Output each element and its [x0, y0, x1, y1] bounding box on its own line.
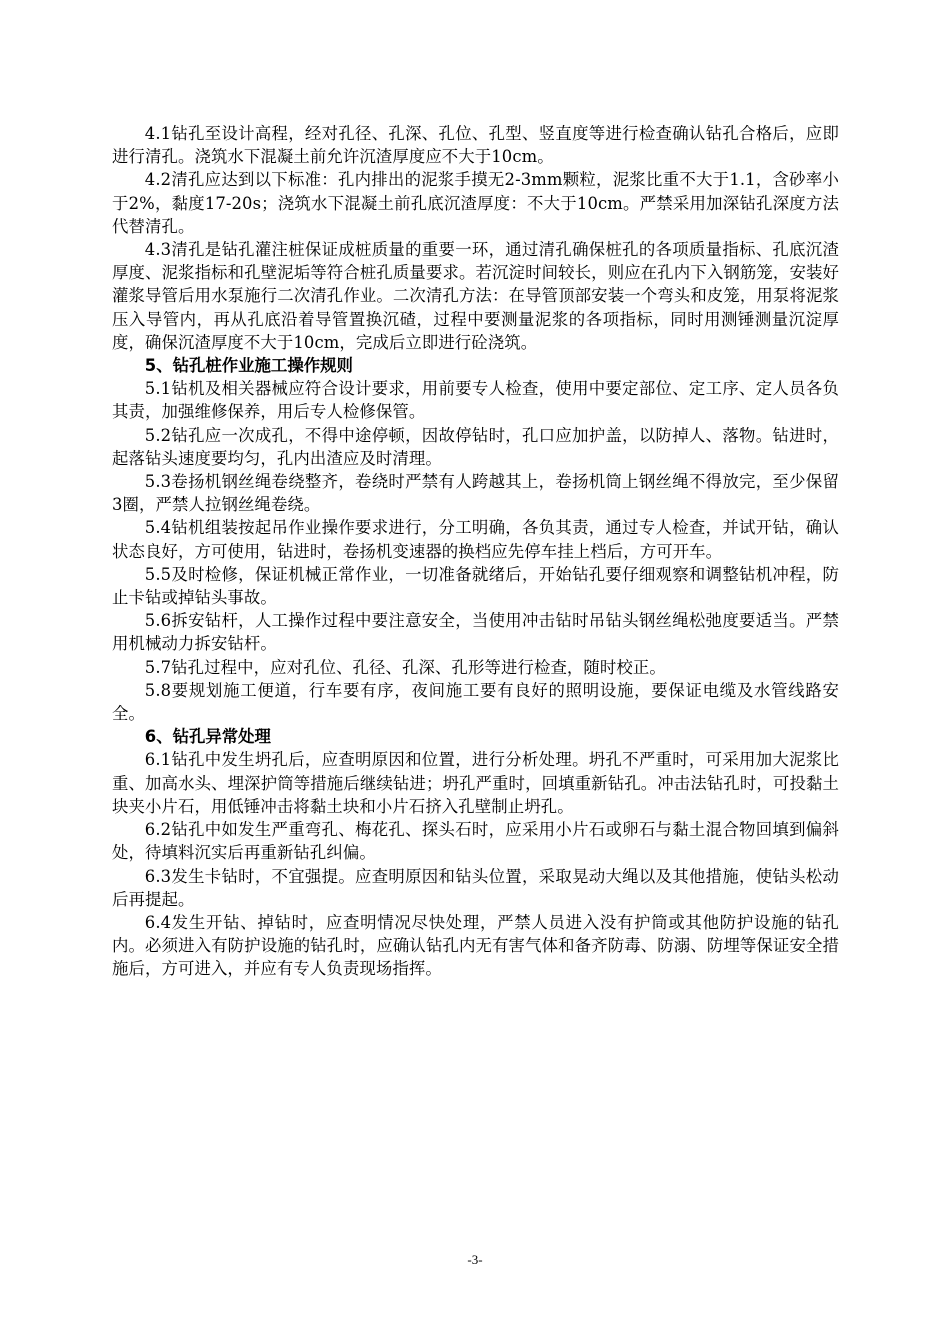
paragraph-5-8: 5.8要规划施工便道，行车要有序，夜间施工要有良好的照明设施，要保证电缆及水管线路安全。 — [112, 680, 839, 724]
paragraph-5-7: 5.7钻孔过程中，应对孔位、孔径、孔深、孔形等进行检查，随时校正。 — [144, 657, 666, 677]
paragraph-6-4: 6.4发生开钻、掉钻时，应查明情况尽快处理，严禁人员进入没有护筒或其他防护设施的钻孔内。必须进入有防护设施的钻孔时，应确认钻孔内无有害气体和备齐防毒、防溺、防埋等保证安全措施后，方可进入，并应有专人负责现场指挥。 — [112, 912, 839, 979]
paragraph-5-4: 5.4钻机组装按起吊作业操作要求进行，分工明确，各负其责，通过专人检查，并试开钻，确认状态良好，方可使用，钻进时，卷扬机变速器的换档应先停车挂上档后，方可开车。 — [112, 518, 839, 561]
section-heading-5: 5、钻孔桩作业施工操作规则 — [144, 356, 353, 376]
paragraph-4-2: 4.2清孔应达到以下标准：孔内排出的泥浆手摸无2-3mm颗粒，泥浆比重不大于1.1，含砂率小于2%，黏度17-20s；浇筑水下混凝土前孔底沉渣厚度：不大于10cm。严禁采用加深钻孔深度方法代替清孔。 — [112, 170, 839, 236]
paragraph-6-3: 6.3发生卡钻时，不宜强提。应查明原因和钻头位置，采取晃动大绳以及其他措施，使钻头松动后再提起。 — [112, 866, 839, 909]
paragraph-4-1: 4.1钻孔至设计高程，经对孔径、孔深、孔位、孔型、竖直度等进行检查确认钻孔合格后，应即进行清孔。浇筑水下混凝土前允许沉渣厚度应不大于10cm。 — [112, 124, 839, 167]
paragraph-5-5: 5.5及时检修，保证机械正常作业，一切准备就绪后，开始钻孔要仔细观察和调整钻机冲程，防止卡钻或掉钻头事故。 — [112, 564, 839, 608]
section-heading-6: 6、钻孔异常处理 — [144, 727, 271, 747]
paragraph-5-1: 5.1钻机及相关器械应符合设计要求，用前要专人检查，使用中要定部位、定工序、定人员各负其责，加强维修保养，用后专人检修保管。 — [112, 379, 839, 422]
document-body — [112, 122, 839, 981]
paragraph-5-2: 5.2钻孔应一次成孔，不得中途停顿，因故停钻时，孔口应加护盖，以防掉人、落物。钻进时，起落钻头速度要均匀，孔内出渣应及时清理。 — [112, 425, 839, 468]
page-number: -3- — [467, 1252, 483, 1267]
paragraph-4-3: 4.3清孔是钻孔灌注桩保证成桩质量的重要一环，通过清孔确保桩孔的各项质量指标、孔底沉渣厚度、泥浆指标和孔壁泥垢等符合桩孔质量要求。若沉淀时间较长，则应在孔内下入钢筋笼，安装好灌浆导管后用水泵施行二次清孔作业。二次清孔方法：在导管顶部安装一个弯头和皮笼，用泵将泥浆压入导管内，再从孔底沿着导管置换沉碴，过程中要测量泥浆的各项指标，同时用测锤测量沉淀厚度，确保沉渣厚度不大于10cm，完成后立即进行砼浇筑。 — [112, 240, 839, 352]
paragraph-5-3: 5.3卷扬机钢丝绳卷绕整齐，卷绕时严禁有人跨越其上，卷扬机筒上钢丝绳不得放完，至少保留3圈，严禁人拉钢丝绳卷绕。 — [112, 472, 839, 515]
paragraph-6-1: 6.1钻孔中发生坍孔后，应查明原因和位置，进行分析处理。坍孔不严重时，可采用加大泥浆比重、加高水头、埋深护筒等措施后继续钻进；坍孔严重时，回填重新钻孔。冲击法钻孔时，可投黏土块夹小片石，用低锤冲击将黏土块和小片石挤入孔壁制止坍孔。 — [112, 750, 839, 816]
paragraph-5-6: 5.6拆安钻杆，人工操作过程中要注意安全，当使用冲击钻时吊钻头钢丝绳松弛度要适当。严禁用机械动力拆安钻杆。 — [112, 611, 839, 654]
paragraph-6-2: 6.2钻孔中如发生严重弯孔、梅花孔、探头石时，应采用小片石或卵石与黏土混合物回填到偏斜处，待填料沉实后再重新钻孔纠偏。 — [112, 820, 839, 863]
